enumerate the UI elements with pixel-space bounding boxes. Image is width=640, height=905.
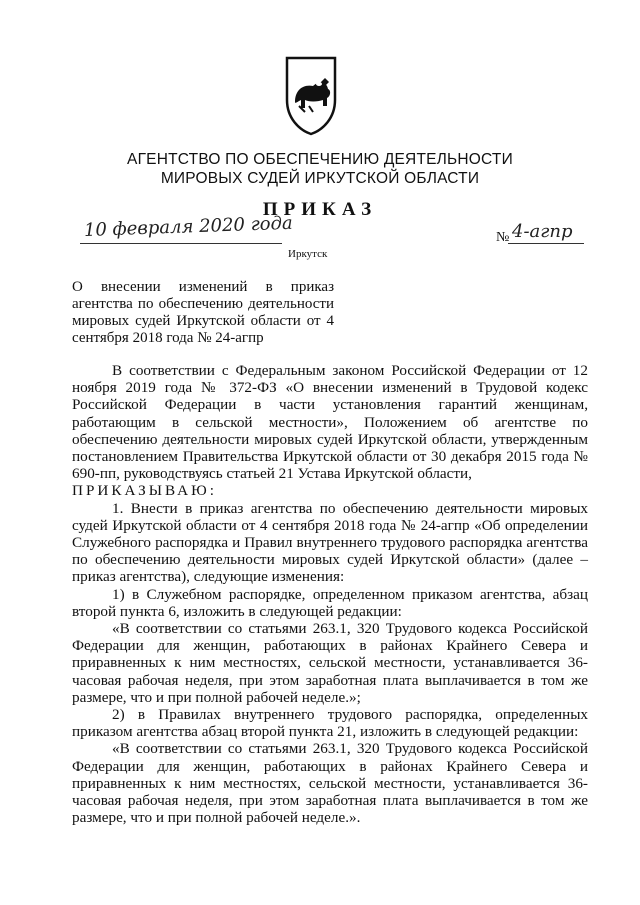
number-underline [508,243,584,244]
paragraph-2: 1) в Служебном распорядке, определенном приказом агентства, абзац второй пункта 6, изложить в следующей редакции: [72,585,588,620]
order-body [72,362,588,826]
handwritten-number: 4-агпр [512,221,573,242]
order-subject: О внесении изменений в приказ агентства по обеспечению деятельности мировых судей Иркутской области от 4 сентября 2018 года № 24-агпр [72,279,334,346]
paragraph-5: «В соответствии со статьями 263.1, 320 Трудового кодекса Российской Федерации для женщин, работающих в районах Крайнего Севера и приравненных к ним местностях, сельской местности, устанавливается 36-часовая рабочая неделя, при этом заработная плата выплачивается в том же размере, что и при полной рабочей неделе.». [72,740,588,827]
org-line-1: АГЕНТСТВО ПО ОБЕСПЕЧЕНИЮ ДЕЯТЕЛЬНОСТИ [127,151,513,168]
organization-name [0,150,640,188]
number-prefix: № [496,230,510,245]
paragraph-3: «В соответствии со статьями 263.1, 320 Трудового кодекса Российской Федерации для женщин, работающих в районах Крайнего Севера и приравненных к ним местностях, сельской местности, устанавливается 36-часовая рабочая неделя, при этом заработная плата выплачивается в том же размере, что и при полной рабочей неделе.»; [72,620,588,706]
city-label: Иркутск [288,248,328,260]
org-line-2: МИРОВЫХ СУДЕЙ ИРКУТСКОЙ ОБЛАСТИ [160,170,480,187]
paragraph-1: 1. Внести в приказ агентства по обеспечению деятельности мировых судей Иркутской области от 4 сентября 2018 года № 24-агпр «Об определении Служебного распорядка и Правил внутреннего трудового распорядка агентства по обеспечению деятельности мировых судей Иркутской области» (далее – приказ агентства), следующие изменения: [72,499,588,586]
order-word: ПРИКАЗЫВАЮ: [72,482,217,500]
irkutsk-coat-of-arms-icon [283,56,339,136]
handwritten-date: 10 февраля 2020 года [83,212,294,241]
preamble-paragraph: В соответствии с Федеральным законом Российской Федерации от 12 ноября 2019 года № 372-ФЗ «О внесении изменений в Трудовой кодекс Российской Федерации в части установления гарантий женщинам, работающим в сельской местности», Положением об агентстве по обеспечению деятельности мировых судей Иркутской области, утвержденным постановлением Правительства Иркутской области от 30 декабря 2015 года № 690-пп, руководствуясь статьей 21 Устава Иркутской области, [72,362,588,483]
date-underline [80,243,282,244]
paragraph-4: 2) в Правилах внутреннего трудового распорядка, определенных приказом агентства абзац второй пункта 21, изложить в следующей редакции: [72,706,588,741]
doc-type-title: ПРИКАЗ [262,199,378,220]
